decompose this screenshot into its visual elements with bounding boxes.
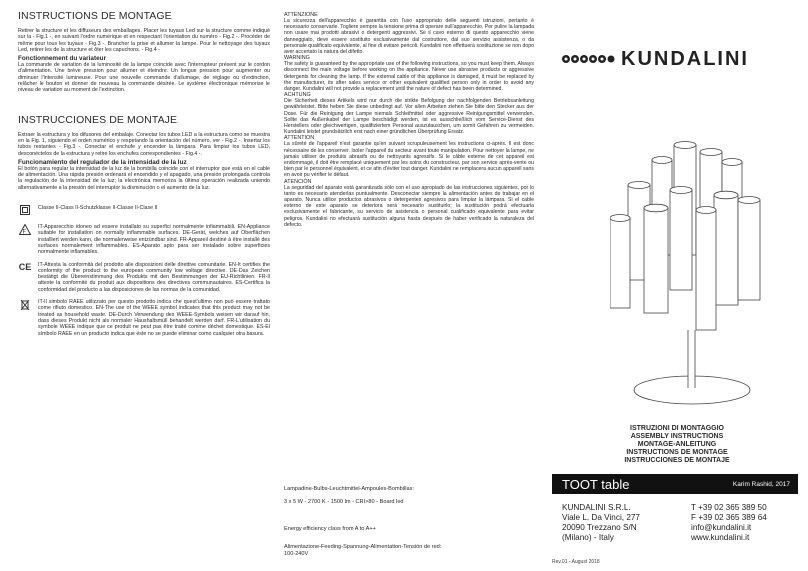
class-row — [18, 205, 270, 218]
product-designer: Karim Rashid, 2017 — [732, 480, 790, 488]
cover-title-de: MONTAGE-ANLEITUNG — [637, 441, 717, 448]
fr-sub-body: La commande de variation de la luminosité de la lampe coïncide avec l'interrupteur présent sur le cordon d'alimentation. Une brève pression pour allumer et éteindre. Un longue pression pour augmenter ou diminuer l'intensité lumineuse. Pour une nouvelle commande d'allumage, de réglage ou d'extinction, relâcher le bouton et donner de nouveau la commande désirée. Le système électronique mémorise le niveau de variation au moment de l'extinction. — [18, 62, 270, 94]
svg-text:F: F — [22, 228, 27, 236]
specs-power — [284, 544, 534, 558]
es-title: INSTRUCCIONES DE MONTAJE — [18, 113, 178, 126]
bulbs-label: Lampadine-Bulbs-Leuchtmittel-Ampoules-Bombillas: — [284, 486, 414, 492]
attention-title: ATTENTION — [284, 135, 315, 142]
atencion-body: La seguridad del aparato está garantizada sólo con el uso apropiado de las instrucciones siguientes, por lo tanto es necesario atenderlas puntualmente. Desconectar siempre la alimentación antes de trabajar en el aparato. Nunca utilice productos abrasivos o detergentes agresivos para limpiar la lámpara. Si el cable externo de este aparato se deteriora será necesario sustituirlo; la sustitución podrá efectuarla exclusivamente el fabricante, su servicio de asistencia o personal cualificado equivalente para evitar peligros. Kundalini no efectuará sustitución alguna hasta después de haber verificado la naturaleza del defecto. — [284, 184, 534, 228]
cover-titles — [597, 425, 757, 465]
ce-row — [18, 262, 270, 293]
power-value: 100-240V — [284, 551, 309, 557]
es-sub-body: El botón para regular la intensidad de la luz de la bombilla coincide con el interruptor que está en el cable de alimentación. Una rápida presión ordenará el encendido y el apagado, una presión prolongada controla la regulación de la intensidad de la luz; la electrónica memoriza la última operación realizada uniendo alternativamente a la presión del interruptor la disminución o el aumento de la luz. — [18, 165, 270, 191]
fr-subtitle: Fonctionnement du variateur — [18, 55, 107, 63]
specs-bulbs — [284, 486, 534, 506]
brand-logo — [561, 47, 799, 71]
es-body: Extraer la estructura y los difusores del embalaje. Conectar los tubos LED a la estructura como se muestra en la Fig. 1, siguiendo el orden numérico y respetando la orientación del número, ver - Fig.2 -. Insertar los tubos restantes - Fig.3 -. Conectar el enchufe y encender la lámpara. Para limpiar los tubos LED, desconéctelos de la estructura y retire los enchufes correspondientes - Fig.4 -. — [18, 131, 270, 157]
brand-name: KUNDALINI — [621, 47, 749, 70]
crossed-bin-icon — [18, 299, 32, 337]
left-column — [18, 0, 270, 337]
cover-title-en: ASSEMBLY INSTRUCTIONS — [630, 433, 724, 440]
company-web[interactable]: www.kundalini.it — [691, 533, 750, 542]
attenzione-title: ATTENZIONE — [284, 12, 318, 18]
company-email[interactable]: info@kundalini.it — [691, 523, 752, 532]
power-label: Alimentazione-Feeding-Spannung-Alimentation-Tensión de red: — [284, 544, 442, 550]
company-region: (Milano) - Italy — [562, 533, 614, 542]
logo-mark-icon — [561, 52, 615, 66]
class-text: Classe II-Class II-Schutzklasse II-Classe II-Clase II — [38, 205, 158, 212]
specs-energy: Energy efficiency class from A to A++ — [284, 526, 376, 532]
cover-title-es: INSTRUCCIONES DE MONTAJE — [624, 457, 730, 464]
warning-body: The safety is guaranteed by the appropriate use of the following instructions, so you must keep them. Always disconnect the main voltage before working on the appliance. Never use abrasive products or aggressive detergents for cleaning the lamp. If the external cable of this appliance is damaged, it must be replaced by the manufacturer, its after sales service or other equivalent qualified person only in order to avoid any danger. Kundalini will not provide a replacement until the nature of defect has been determined. — [284, 61, 534, 93]
weee-row — [18, 299, 270, 337]
weee-text: IT-Il simbolo RAEE utilizzato per questo prodotto indica che quest'ultimo non può essere trattato come rifiuto domestico. EN-The use of the WEEE symbol indicates that this product may not be treated as household waste. DE-Durch Verwendung des WEEE-Symbols weisen wir darauf hin, dass dieses Produkt nicht als normaler Haushaltsmüll behandelt werden darf. FR-L'utilisation du symbole WEEE indique que ce produit ne peut pas être traité comme déchet domestique. ES-El símbolo RAEE en un producto indica que éste no se puede eliminar como cualquier otra basura. — [38, 299, 270, 337]
double-square-icon — [18, 205, 32, 218]
product-name: TOOT table — [562, 476, 630, 492]
flame-triangle-icon — [18, 224, 32, 255]
ip-row — [18, 224, 270, 255]
company-name: KUNDALINI S.R.L. — [562, 503, 631, 512]
lamp-illustration — [610, 140, 770, 420]
achtung-body: Die Sicherheit dieses Artikels wird nur durch die strikte Befolgung der nachfolgenden Betriebsanleitung gewährleistet. Bitte heben Sie diese unbedingt auf. Vor allen Arbeiten ziehen Sie bitte den Stecker aus der Dose. Für die Reinigung der Lampe niemals Schleifmittel oder aggressive Reinigungsmittel verwenden. Sollte das Außenkabel der Lampe beschädigt werden, ist es ausschließlich vom Service-Dienst des Herstellers oder gleichwertigen, qualifiziertem Personal auszutauschen, um somit Gefahren zu vermeiden. Kundalini leistet grundsätzlich erst nach einer gründlichen Überprüfung Ersatz. — [284, 98, 534, 136]
achtung-title: ACHTUNG — [284, 92, 311, 99]
ce-text: IT-Attesta la conformità del prodotto alle disposizioni delle direttive comunitarie. EN-It certifies the conformity of the product to the european community low voltage directive. DE-Das Zeichen bestätigt die Übereinstimmung des Produkts mit den Bestimmungen der EU-Richtlinien. FR-Il atteste la conformité du produit aux dispositions des directives communautaires. ES-Certifica la conformidad del producto a las disposiciones de las normas de la comunidad. — [38, 261, 270, 293]
cover-title-it: ISTRUZIONI DI MONTAGGIO — [630, 425, 724, 432]
es-subtitle: Funcionamiento del regulador de la intensidad de la luz — [18, 158, 187, 166]
company-street: Viale L. Da Vinci, 277 — [562, 513, 640, 522]
revision-note: Rev.01 - August 2018 — [552, 559, 600, 565]
atencion-title: ATENCIÓN — [284, 178, 312, 185]
ce-mark-icon: CE — [18, 261, 32, 272]
company-city: 20090 Trezzano S/N — [562, 523, 637, 532]
product-bar — [552, 474, 798, 494]
fr-body: Retirer la structure et les diffuseurs des emballages. Placer les tuyaux Led sur la structure comme indiqué sur la - Fig.1 -, en suivant l'ordre numérique et en respectant l'orientation du numéro - Fig.2 -. Procéder de même pour tous les tuyaux - Fig.3 -. Brancher la prise et allumer la lampe. Pour le nettoyage des tuyaux Led, retirer les de la structure et ôter les capuchons. - Fig.4 - — [18, 28, 270, 53]
company-tel: T +39 02 365 389 50 — [691, 503, 767, 512]
ip-text: IT-Apparecchio idoneo ad essere installato su superfici normalmente infiammabili. EN-Appliance suitable for installation on normally inflammable surfaces. DE-Gerät, welches auf Oberflächen installiert werden kann, die normalerweise entzündbar sind. FR-Appareil destiné à être installé des surfaces normalement inflammables. ES-Aparato apto para ser instalado sobre superficies normalmente inflamables. — [38, 224, 270, 256]
warning-title: WARNING — [284, 55, 310, 62]
bulbs-value: 3 x 5 W - 2700 K - 1500 lm - CRI>80 - Board led — [284, 499, 404, 505]
attention-body: La sûreté de l'appareil n'est garantie qu'en suivant scrupuleusement les instructions ci-après. Il est donc nécessaire de les conserver. Isoler l'appareil du secteur avant toute manipulation. Pour nettoyer la lampe, ne jamais utiliser de produits abrasifs ou de nettoyants agressifs. Si le câble externe de cet appareil est endommagé, il doit être remplacé uniquement par les soins du constructeur, par son service après-vente ou bien par le personnel équivalent, et ce afin d'éviter tout danger. Kundalini ne remplacera aucun appareil sans en avoir pu vérifier le défaut. — [284, 141, 534, 179]
middle-column — [284, 12, 534, 228]
attenzione-body: La sicurezza dell'apparecchio è garantita con l'uso appropriato delle seguenti istruzioni, pertanto è necessario conservarle. Togliere sempre la tensione prima di operare sull'apparecchio. Per pulire la lampada non usare mai prodotti abrasivi o detergenti aggressivi. Se il cavo esterno di questo apparecchio viene danneggiato, deve essere sostituito esclusivamente dal costruttore, dal suo servizio assistenza, o da personale qualificato equivalente, al fine di evitare pericoli. Kundalini non effettuerà sostituzione se non dopo aver accertato la natura del difetto. — [284, 18, 534, 56]
cover-title-fr: INSTRUCTIONS DE MONTAGE — [626, 449, 728, 456]
fr-title: INSTRUCTIONS DE MONTAGE — [18, 10, 172, 22]
company-fax: F +39 02 365 389 64 — [691, 513, 767, 522]
